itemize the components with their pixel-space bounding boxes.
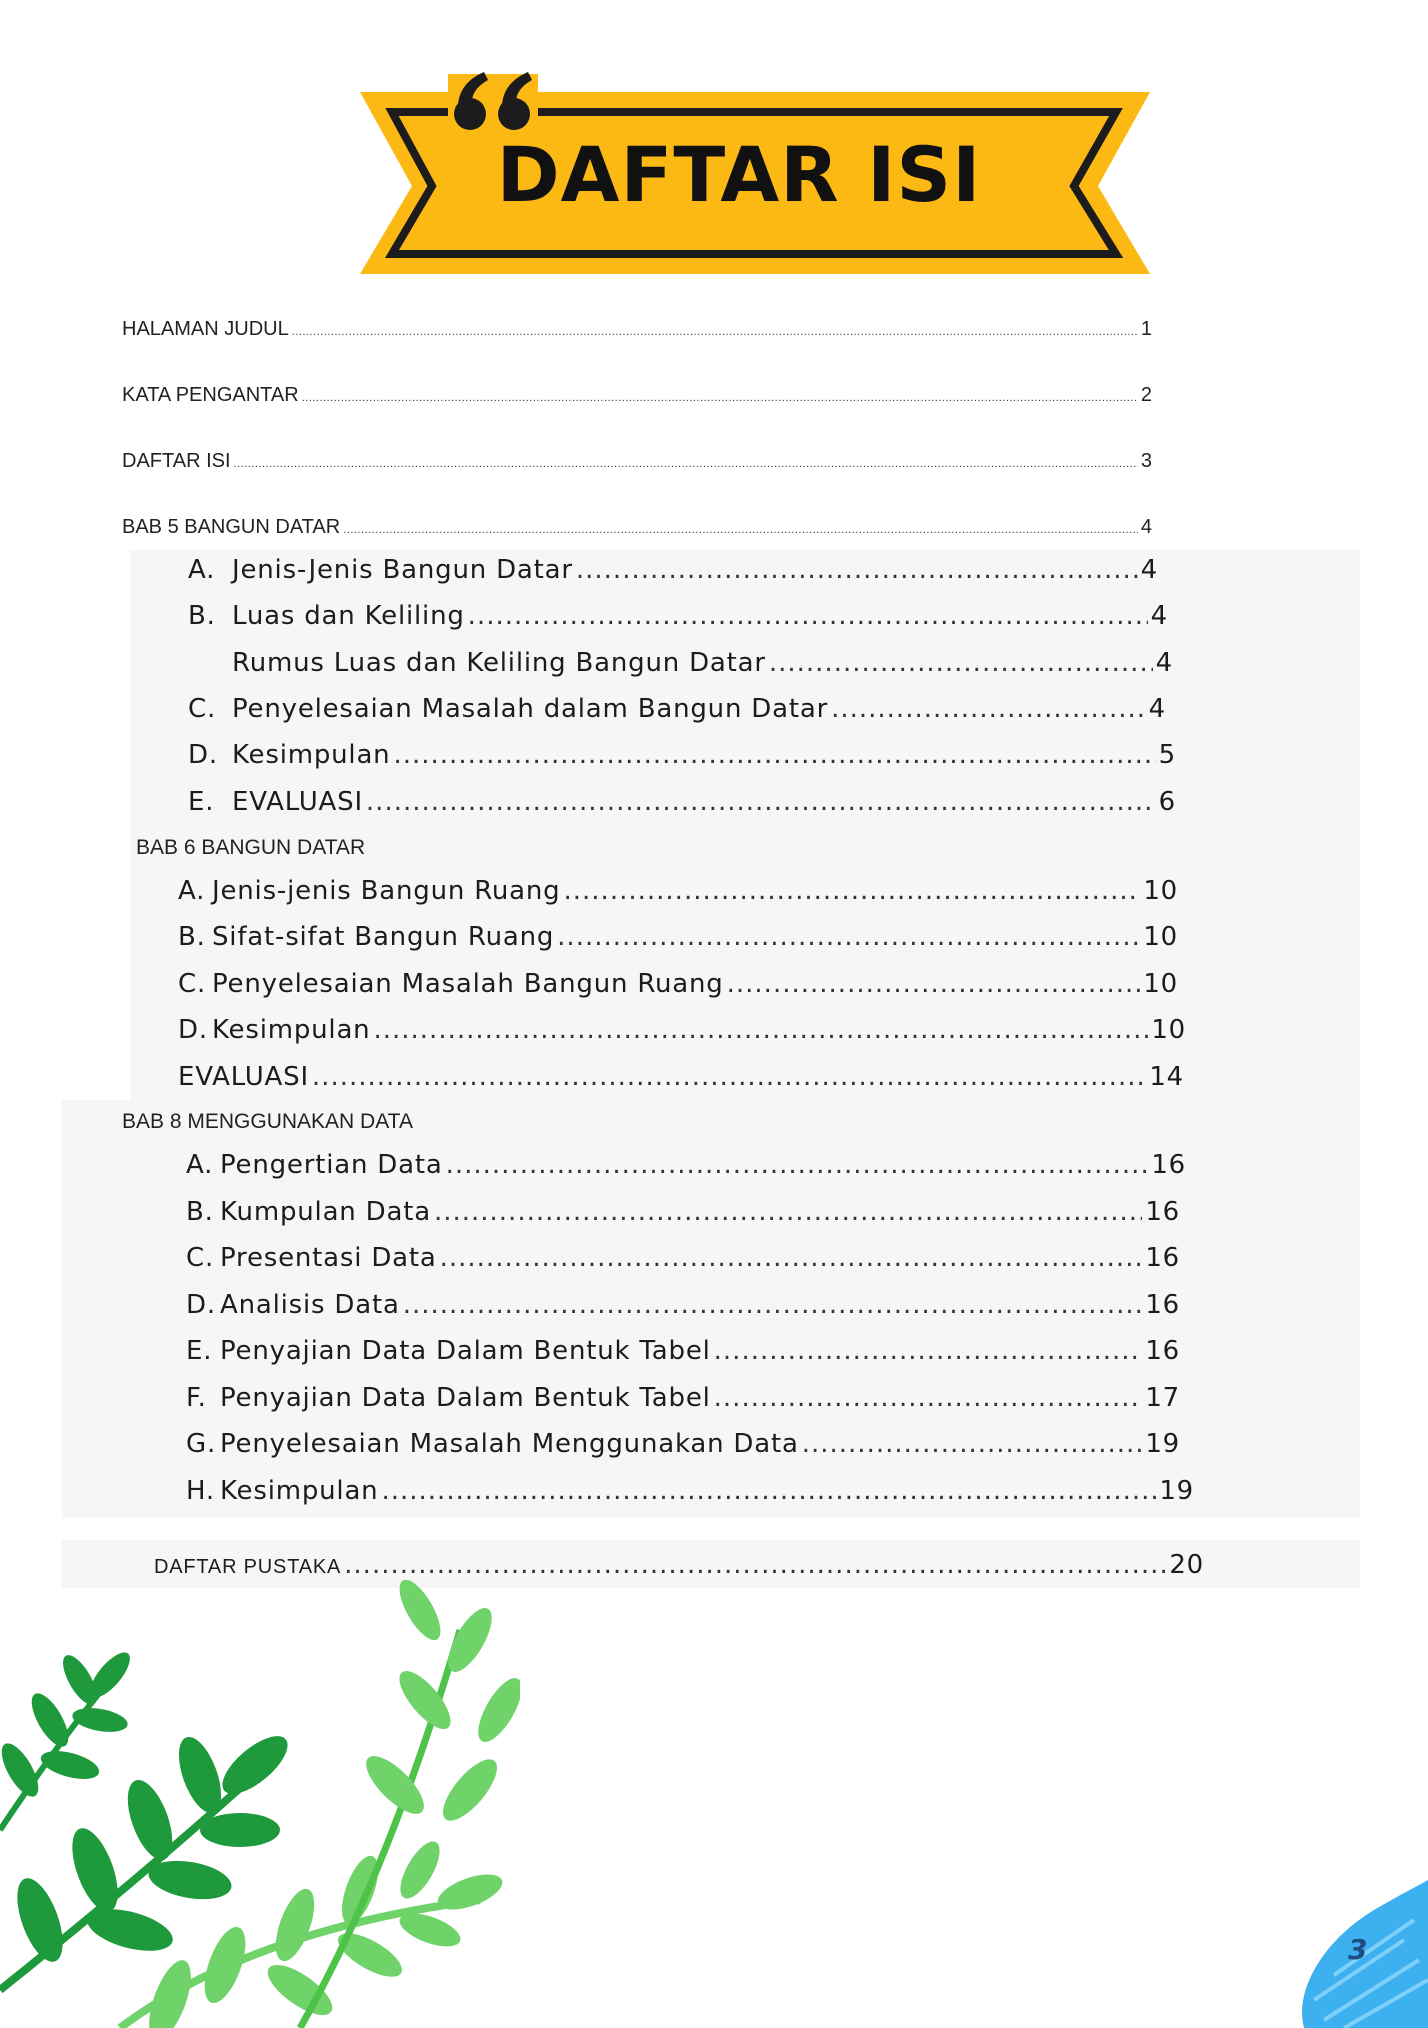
toc-entry-label: DAFTAR ISI [122,450,231,472]
toc-subentry [188,694,1166,724]
toc-subentry [186,1476,1194,1506]
toc-leader [831,694,1146,724]
page-number: 3 [1348,1933,1368,1966]
toc-leader [434,1197,1142,1227]
toc-leader [727,969,1141,999]
toc-subentry-page: 10 [1151,1015,1186,1045]
toc-marker: A. [188,555,216,585]
toc-marker: E. [186,1336,213,1366]
toc-marker: B. [178,922,206,952]
toc-entry-page: 20 [1169,1550,1204,1580]
toc-subentry-label: Penyelesaian Masalah dalam Bangun Datar [232,694,829,724]
toc-marker: G. [186,1429,217,1459]
toc-entry [122,450,1152,473]
toc-subentry-label: Sifat-sifat Bangun Ruang [212,922,555,952]
toc-subentry-page: 17 [1145,1383,1180,1413]
toc-subentry-page: 19 [1159,1476,1194,1506]
toc-marker: D. [178,1015,208,1045]
leaf-decoration-icon [0,1570,520,2028]
toc-subentry-label: Jenis-jenis Bangun Ruang [212,876,561,906]
toc-marker: A. [186,1150,214,1180]
toc-subentry-page: 16 [1145,1290,1180,1320]
toc-entry [122,384,1152,407]
toc-marker: C. [178,969,207,999]
toc-leader [393,740,1155,770]
toc-subentry-label: EVALUASI [232,787,363,817]
toc-entry [122,516,1152,539]
toc-subentry [186,1290,1180,1320]
toc-subentry-label: Penyelesaian Masalah Menggunakan Data [220,1429,799,1459]
toc-subentry [188,601,1168,631]
toc-leader [557,922,1140,952]
toc-subentry [186,1429,1180,1459]
toc-subentry [178,1015,1186,1045]
toc-subentry [188,787,1176,817]
toc-subentry [188,648,1173,678]
toc-chapter-heading: BAB 8 MENGGUNAKAN DATA [122,1110,413,1133]
toc-entry-page: 1 [1140,318,1152,340]
toc-entry-page: 3 [1140,450,1152,472]
toc-leader [576,555,1138,585]
toc-subentry [186,1197,1180,1227]
page-title: DAFTAR ISI [496,130,982,219]
toc-subentry-label: Luas dan Keliling [232,601,465,631]
toc-marker: A. [178,876,206,906]
toc-entry-page: 4 [1140,516,1152,538]
toc-leader [714,1336,1143,1366]
toc-leader [302,392,1138,404]
toc-leader [714,1383,1143,1413]
quote-mark-icon [448,72,538,134]
toc-marker: F. [186,1383,207,1413]
toc-subentry-label: Kesimpulan [212,1015,371,1045]
toc-leader [564,876,1141,906]
toc-leader [802,1429,1143,1459]
toc-subentry-label: Penyelesaian Masalah Bangun Ruang [212,969,724,999]
toc-subentry-page: 10 [1143,876,1178,906]
toc-subentry [186,1150,1186,1180]
toc-marker: H. [186,1476,215,1506]
toc-subentry [186,1243,1180,1273]
toc-subentry-label: Kesimpulan [220,1476,379,1506]
toc-subentry-label: Penyajian Data Dalam Bentuk Tabel [220,1383,711,1413]
toc-subentry-page: 4 [1155,648,1173,678]
toc-subentry-page: 10 [1143,922,1178,952]
toc-subentry-label: Kumpulan Data [220,1197,431,1227]
toc-marker: B. [186,1197,214,1227]
toc-subentry [178,1062,1184,1092]
toc-subentry-page: 10 [1143,969,1178,999]
toc-subentry-page: 16 [1145,1243,1180,1273]
toc-subentry-page: 16 [1145,1197,1180,1227]
toc-leader [312,1062,1146,1092]
toc-subentry [178,969,1178,999]
toc-marker: E. [188,787,215,817]
toc-entry-label: KATA PENGANTAR [122,384,299,406]
toc-subentry-page: 5 [1158,740,1176,770]
toc-leader [343,524,1138,536]
toc-marker: B. [188,601,216,631]
toc-subentry [188,740,1176,770]
toc-leader [366,787,1156,817]
toc-leader [440,1243,1143,1273]
toc-subentry-page: 4 [1148,694,1166,724]
toc-marker: D. [188,740,218,770]
toc-subentry-page: 16 [1145,1336,1180,1366]
toc-subentry [186,1383,1180,1413]
toc-subentry-label: Presentasi Data [220,1243,437,1273]
toc-chapter-heading: BAB 6 BANGUN DATAR [136,836,366,859]
toc-subentry [178,922,1178,952]
toc-subentry [188,555,1158,585]
toc-subentry-page: 16 [1151,1150,1186,1180]
toc-entry-label: HALAMAN JUDUL [122,318,289,340]
toc-subentry-label: Pengertian Data [220,1150,443,1180]
toc-entry-label: DAFTAR PUSTAKA [154,1556,342,1578]
toc-entry-page: 2 [1140,384,1152,406]
toc-leader [446,1150,1149,1180]
toc-subentry-page: 4 [1150,601,1168,631]
toc-marker: C. [186,1243,215,1273]
toc-entry-label: BAB 5 BANGUN DATAR [122,516,341,538]
toc-subentry-page: 6 [1158,787,1176,817]
toc-subentry-label: Kesimpulan [232,740,391,770]
toc-subentry-page: 4 [1140,555,1158,585]
toc-subentry-page: 14 [1149,1062,1184,1092]
toc-marker: C. [188,694,217,724]
toc-leader [403,1290,1143,1320]
toc-leader [381,1476,1156,1506]
toc-subentry-label: Penyajian Data Dalam Bentuk Tabel [220,1336,711,1366]
toc-leader [373,1015,1148,1045]
toc-leader [234,458,1138,470]
toc-leader [769,648,1153,678]
toc-leader [292,326,1138,338]
toc-subentry-label: Jenis-Jenis Bangun Datar [232,555,573,585]
toc-subentry-label: EVALUASI [178,1062,309,1092]
toc-marker: D. [186,1290,216,1320]
toc-subentry-label: Rumus Luas dan Keliling Bangun Datar [232,648,766,678]
toc-subentry-page: 19 [1145,1429,1180,1459]
toc-leader [468,601,1148,631]
toc-entry [122,318,1152,341]
toc-subentry [186,1336,1180,1366]
toc-subentry-label: Analisis Data [220,1290,400,1320]
toc-subentry [178,876,1178,906]
